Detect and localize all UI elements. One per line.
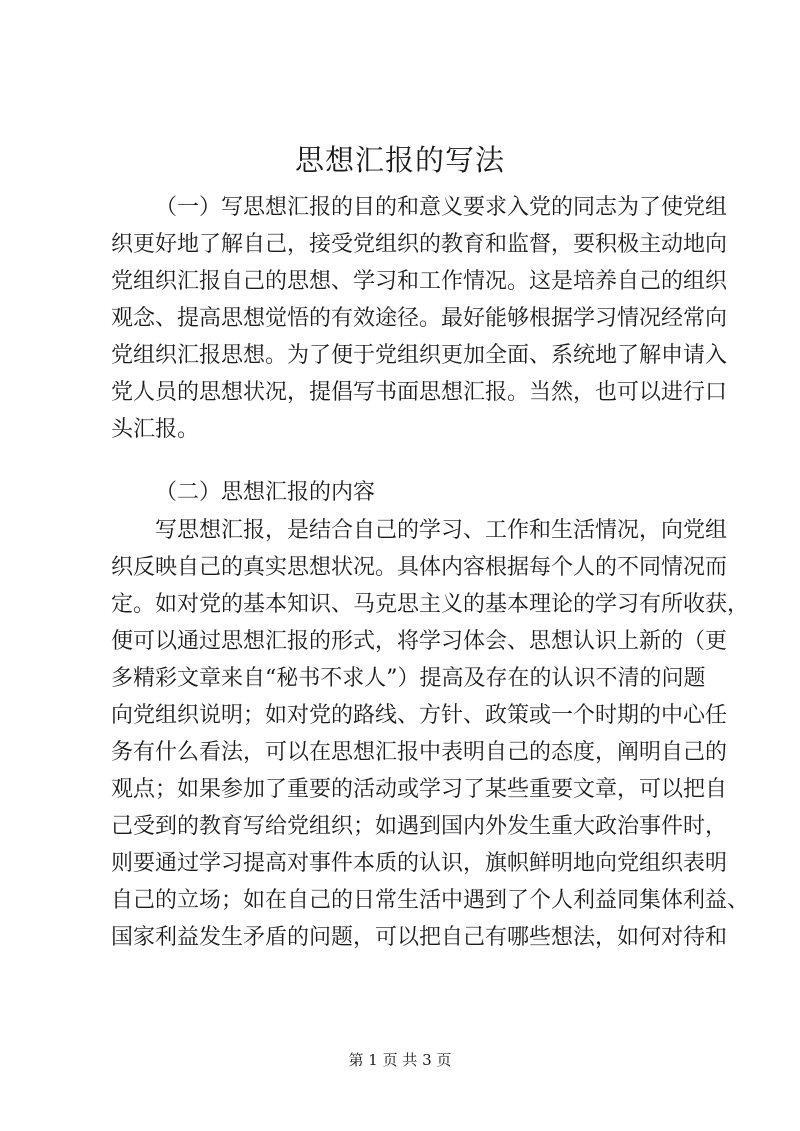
paragraph-line: 党人员的思想状况，提倡写书面思想汇报。当然，也可以进行口 bbox=[111, 380, 728, 405]
paragraph-line: 织更好地了解自己，接受党组织的教育和监督，要积极主动地向 bbox=[111, 232, 728, 257]
paragraph-line: 便可以通过思想汇报的形式，将学习体会、思想认识上新的（更 bbox=[111, 629, 728, 654]
paragraph-line: 则要通过学习提高对事件本质的认识，旗帜鲜明地向党组织表明 bbox=[111, 851, 728, 876]
paragraph-line: 国家利益发生矛盾的问题，可以把自己有哪些想法，如何对待和 bbox=[111, 925, 728, 950]
page-title: 思想汇报的写法 bbox=[294, 143, 505, 177]
paragraph-line: 织反映自己的真实思想状况。具体内容根据每个人的不同情况而 bbox=[111, 555, 728, 580]
paragraph-line: 观点；如果参加了重要的活动或学习了某些重要文章，可以把自 bbox=[111, 777, 728, 802]
section-heading: （二）思想汇报的内容 bbox=[155, 480, 376, 505]
paragraph-line: 写思想汇报，是结合自己的学习、工作和生活情况，向党组 bbox=[155, 518, 728, 543]
paragraph-line: 己受到的教育写给党组织；如遇到国内外发生重大政治事件时， bbox=[111, 814, 728, 839]
page-footer: 第 1 页 共 3 页 bbox=[348, 1051, 452, 1069]
paragraph-line: 观念、提高思想觉悟的有效途径。最好能够根据学习情况经常向 bbox=[111, 306, 728, 331]
paragraph-line: 定。如对党的基本知识、马克思主义的基本理论的学习有所收获， bbox=[111, 592, 750, 617]
paragraph-line: 党组织汇报自己的思想、学习和工作情况。这是培养自己的组织 bbox=[111, 269, 728, 294]
paragraph-line: 自己的立场；如在自己的日常生活中遇到了个人利益同集体利益、 bbox=[111, 888, 750, 913]
paragraph-line: 党组织汇报思想。为了便于党组织更加全面、系统地了解申请入 bbox=[111, 343, 728, 368]
paragraph-line: 多精彩文章来自“秘书不求人”）提高及存在的认识不清的问题 bbox=[111, 666, 706, 691]
paragraph-line: 务有什么看法，可以在思想汇报中表明自己的态度，阐明自己的 bbox=[111, 740, 728, 765]
paragraph-line: （一）写思想汇报的目的和意义要求入党的同志为了使党组 bbox=[155, 195, 728, 220]
paragraph-line: 头汇报。 bbox=[111, 417, 200, 442]
paragraph-line: 向党组织说明；如对党的路线、方针、政策或一个时期的中心任 bbox=[111, 703, 728, 728]
